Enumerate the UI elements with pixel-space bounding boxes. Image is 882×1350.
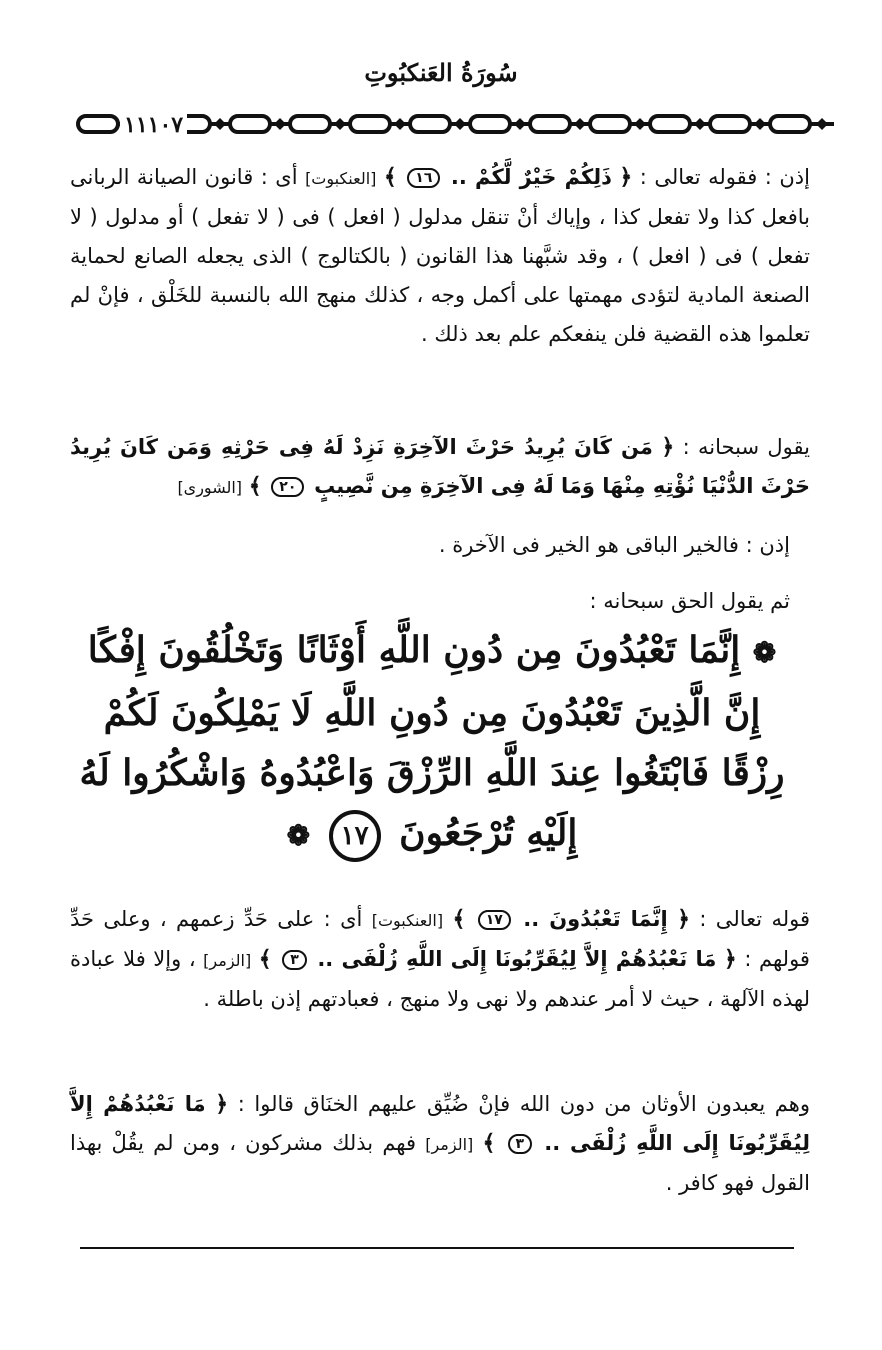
ornate-bracket-close: ﴾ — [248, 474, 262, 499]
verse-number-badge: ٣ — [282, 950, 307, 970]
paragraph-6 — [70, 1085, 810, 1203]
ornate-bracket-open: ﴿ — [723, 947, 737, 972]
surah-reference: [العنكبوت] — [305, 169, 377, 188]
p1-verse: ذَلِكُمْ خَيْرٌ لَّكُمْ .. — [450, 165, 612, 189]
quran-line-1 — [62, 620, 802, 683]
quran-line-1-text: إِنَّمَا تَعْبُدُونَ مِن دُونِ اللَّهِ أَوْثَانًا وَتَخْلُقُونَ إِفْكًا — [87, 629, 741, 671]
ornate-bracket-close: ﴾ — [482, 1131, 496, 1156]
quran-line-3: رِزْقًا فَابْتَغُوا عِندَ اللَّهِ الرِّزْقَ وَاعْبُدُوهُ وَاشْكُرُوا لَهُ — [79, 752, 785, 794]
page-number: ١١١٠٧ — [120, 112, 187, 138]
quran-verse-block — [62, 620, 802, 866]
p2-verse: مَن كَانَ يُرِيدُ حَرْثَ الآخِرَةِ نَزِدْ لَهُ فِى حَرْثِهِ وَمَن كَانَ يُرِيدُ حَرْثَ الدُّنْيَا نُؤْتِهِ مِنْهَا وَمَا لَهُ فِى الآخِرَةِ مِن نَّصِيبٍ — [70, 435, 810, 498]
ornate-bracket-open: ﴿ — [215, 1092, 229, 1117]
quran-line-4 — [62, 803, 802, 866]
ornate-bracket-close: ﴾ — [452, 907, 466, 932]
verse-number-badge: ١٧ — [478, 910, 511, 930]
p6-intro: وهم يعبدون الأوثان من دون الله فإنْ ضُيِّق عليهم الخنَاق قالوا : — [237, 1092, 810, 1116]
p1-text: أى : قانون الصيانة الربانى بافعل كذا ولا تفعل كذا ، وإياك أنْ تنقل مدلول ( افعل ) فى ( لا تفعل ) أو مدلول ( لا تفعل ) فى ( افعل ) ، وقد شبَّهنا هذا القانون ( بالكتالوج ) الذى يجعله الصانع لحماية الصنعة المادية لتؤدى مهمتها على أكمل وجه ، كذلك منهج الله بالنسبة للخَلْق ، فإنْ لم تعلموا هذه القضية فلن ينفعكم علم بعد ذلك . — [70, 165, 810, 346]
paragraph-4: ثم يقول الحق سبحانه : — [589, 589, 790, 613]
ornate-bracket-open: ﴿ — [677, 907, 690, 932]
paragraph-3: إذن : فالخير الباقى هو الخير فى الآخرة . — [438, 533, 790, 557]
p6-verse: مَا نَعْبُدُهُمْ إِلاَّ لِيُقَرِّبُونَا إِلَى اللَّهِ زُلْفَى .. — [70, 1092, 810, 1155]
p5-text: ، وإلا فلا عبادة لهذه الآلهة ، حيث لا أمر عندهم ولا نهى ولا منهج ، فعبادتهم إذن باطلة . — [70, 947, 810, 1011]
surah-reference: [الزمر] — [203, 951, 252, 970]
surah-reference: [الزمر] — [425, 1135, 474, 1154]
ayah-number-circle: ١٧ — [329, 810, 381, 862]
surah-title: سُورَةُ العَنكبُوتِ — [364, 58, 518, 87]
floral-ornament-icon: ❁ — [752, 636, 777, 669]
paragraph-5 — [70, 900, 810, 1019]
verse-number-badge: ٣ — [508, 1134, 533, 1154]
ornate-bracket-open: ﴿ — [619, 165, 633, 190]
p5-mid: أى : على حَدِّ زعمهم ، وعلى حَدِّ قولهم : — [70, 907, 810, 971]
ornate-bracket-close: ﴾ — [258, 947, 272, 972]
paragraph-2 — [70, 428, 810, 507]
verse-number-badge: ١٦ — [407, 168, 440, 188]
quran-line-4-text: إِلَيْهِ تُرْجَعُونَ — [399, 812, 578, 854]
p5-verse-2: مَا نَعْبُدُهُمْ إِلاَّ لِيُقَرِّبُونَا إِلَى اللَّهِ زُلْفَى .. — [317, 947, 717, 971]
floral-ornament-icon: ❁ — [286, 819, 311, 852]
p5-verse-1: إِنَّمَا تَعْبُدُونَ .. — [523, 907, 668, 931]
ornate-bracket-close: ﴾ — [383, 165, 397, 190]
footer-rule — [80, 1247, 794, 1249]
p2-intro: يقول سبحانه : — [682, 435, 810, 459]
p6-text: فهم بذلك مشركون ، ومن لم يقُلْ بهذا القول فهو كافر . — [70, 1131, 810, 1195]
quran-line-2: إِنَّ الَّذِينَ تَعْبُدُونَ مِن دُونِ اللَّهِ لَا يَمْلِكُونَ لَكُمْ — [103, 692, 761, 734]
p5-intro: قوله تعالى : — [699, 907, 811, 931]
paragraph-1 — [70, 158, 810, 354]
surah-reference: [العنكبوت] — [371, 911, 444, 930]
surah-reference: [الشورى] — [177, 478, 243, 497]
ornate-bracket-open: ﴿ — [661, 435, 675, 460]
verse-number-badge: ٢٠ — [271, 477, 304, 497]
p1-intro: إذن : فقوله تعالى : — [639, 165, 810, 189]
